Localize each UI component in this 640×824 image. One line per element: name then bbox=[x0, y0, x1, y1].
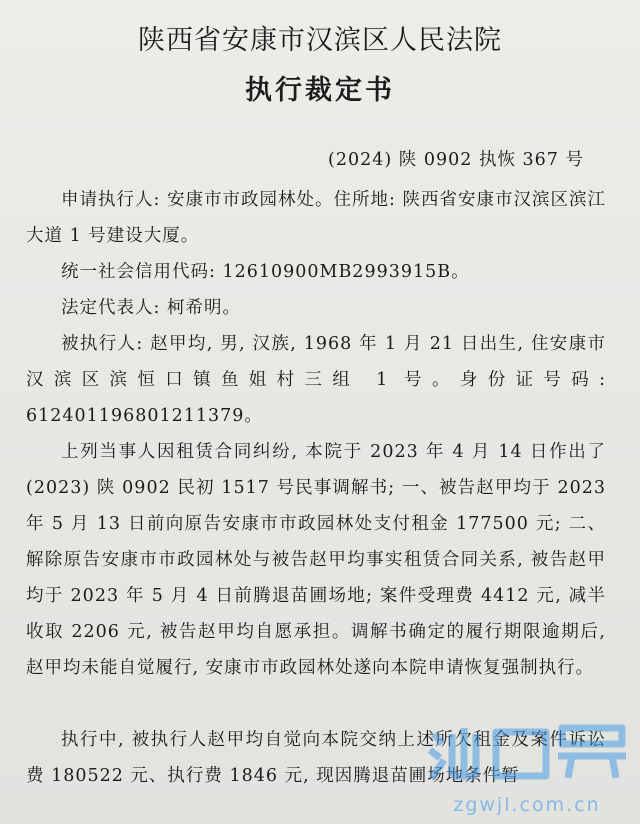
credit-code-paragraph: 统一社会信用代码: 12610900MB2993915B。 bbox=[61, 262, 470, 282]
watermark bbox=[422, 716, 632, 816]
case-facts-paragraph: 上列当事人因租赁合同纠纷, 本院于 2023 年 4 月 14 日作出了(2023) 陕 0902 民初 1517 号民事调解书; 一、被告赵甲均于 2023 年 5 月 13 日前向原告安康市市政园林处支付租金 177500 元; 二、解除原告安康市市政园林处与被告赵甲均事实租赁合同关系, 被告赵甲均于 2023 年 5 月 4 日前腾退苗圃场地; 案件受理费 4412 元, 减半收取 2206 元, 被告赵甲均自愿承担。调解书确定的履行期限逾期后, 赵甲均未能自觉履行, 安康市市政园林处遂向本院申请恢复强制执行。 bbox=[26, 442, 606, 678]
applicant-paragraph: 申请执行人: 安康市市政园林处。住所地: 陕西省安康市汉滨区滨江大道 1 号建设大厦。 bbox=[26, 190, 606, 246]
document-title: 执行裁定书 bbox=[245, 75, 395, 106]
legal-representative-paragraph: 法定代表人: 柯希明。 bbox=[61, 298, 241, 318]
execution-paragraph: 执行中, 被执行人赵甲均自觉向本院交纳上述所欠租金及案件诉讼费 180522 元、执行费 1846 元, 现因腾退苗圃场地条件暂 bbox=[26, 730, 606, 786]
watermark-url: zgwjl.com.cn bbox=[453, 794, 601, 816]
respondent-paragraph: 被执行人: 赵甲均, 男, 汉族, 1968 年 1 月 21 日出生, 住安康市汉滨区滨恒口镇鱼姐村三组 1 号。身份证号码: 612401196801211379。 bbox=[26, 334, 606, 426]
case-number: (2024) 陕 0902 执恢 367 号 bbox=[328, 150, 584, 170]
court-name: 陕西省安康市汉滨区人民法院 bbox=[138, 25, 502, 56]
watermark-logo bbox=[422, 716, 632, 786]
